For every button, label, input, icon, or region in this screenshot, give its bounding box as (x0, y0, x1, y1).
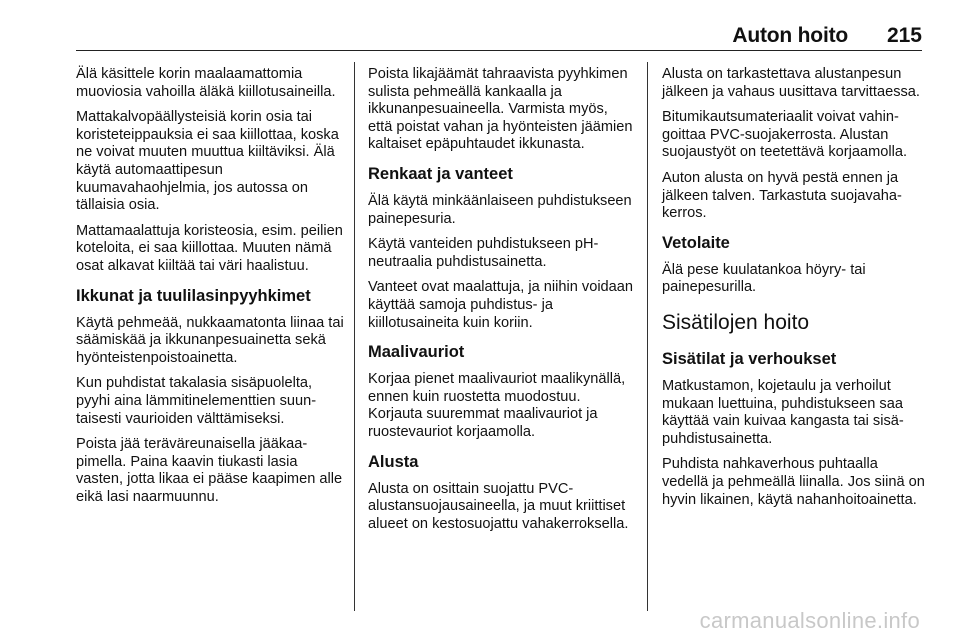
paragraph: Älä käsittele korin maalaamattomia muoviosia vahoilla äläkä kiillotusaineilla. (76, 66, 336, 100)
heading-wheels: Renkaat ja vanteet (368, 164, 513, 183)
paragraph: Kun puhdistat takalasia sisäpuolelta, pyyhi aina lämmitinelementtien suuntaisesti vaurioiden välttämiseksi. (76, 375, 317, 427)
paragraph: Matkustamon, kojetaulu ja verhoilut mukaan luettuina, puhdistukseen saa käyttää vain kuivaa kangasta tai sisäpuhdistusainetta. (662, 377, 904, 447)
page-number: 215 (886, 24, 922, 47)
paragraph: Puhdista nahkaverhous puhtaalla vedellä ja pehmeällä liinalla. Jos siinä on hyvin likainen, käytä nahanhoitoainetta. (662, 456, 925, 508)
paragraph: Mattakalvopäällysteisiä korin osia tai koristeteippauksia ei saa kiillottaa, koska ne voivat muuten muuttua kiiltäviksi. Älä käytä automaattipesun kuumavahaohjelmia, jos autossa on tällaisia osia. (76, 109, 339, 214)
paragraph: Käytä vanteiden puhdistukseen pH-neutraalia puhdistusainetta. (368, 236, 599, 270)
heading-interior-care: Sisätilojen hoito (662, 310, 810, 334)
heading-drivetrain: Vetolaite (662, 233, 730, 252)
column-1 (76, 66, 346, 514)
paragraph: Bitumikautsumateriaalit voivat vahingoittaa PVC-suojakerrosta. Alustan suojaustyöt on teetettävä korjaamolla. (662, 109, 907, 161)
paragraph: Käytä pehmeää, nukkaamatonta liinaa tai säämiskää ja ikkunanpesuainetta sekä hyönteistenpoistoainetta. (76, 314, 344, 366)
heading-underbody: Alusta (368, 452, 419, 471)
paragraph: Poista likajäämät tahraavista pyyhkimen sulista pehmeällä kankaalla ja ikkunanpesuaineella. Varmista myös, että poistat vahan ja hyönteisten jäämien kaltaiset epäpuhtaudet ikkunasta. (368, 66, 633, 153)
paragraph: Älä pese kuulatankoa höyry- tai painepesurilla. (662, 261, 866, 296)
paragraph: Älä käytä minkäänlaiseen puhdistukseen painepesuria. (368, 192, 632, 227)
column-2 (368, 66, 634, 541)
heading-paint-damage: Maalivauriot (368, 343, 465, 362)
paragraph: Alusta on osittain suojattu PVC-alustansuojausaineella, ja muut kriittiset alueet on kestosuojattu vahakerroksella. (368, 480, 629, 532)
column-divider (647, 62, 648, 611)
column-divider (354, 62, 355, 611)
column-3 (662, 66, 928, 517)
paragraph: Poista jää teräväreunaisella jääkaapimella. Paina kaavin tiukasti lasia vasten, jotta likaa ei pääse kaapimen alle eikä lasi naarmuunnu. (76, 436, 343, 505)
heading-upholstery: Sisätilat ja verhoukset (662, 349, 837, 368)
heading-windows: Ikkunat ja tuulilasinpyyhkimet (76, 286, 311, 305)
watermark: carmanualsonline.info (699, 608, 920, 633)
section-title: Auton hoito (732, 24, 848, 47)
paragraph: Auton alusta on hyvä pestä ennen ja jälkeen talven. Tarkastuta suojavahakerros. (662, 169, 902, 222)
paragraph: Alusta on tarkastettava alustanpesun jälkeen ja vahaus uusittava tarvittaessa. (662, 66, 920, 100)
paragraph: Vanteet ovat maalattuja, ja niihin voidaan käyttää samoja puhdistus- ja kiillotusaineita kuin koriin. (368, 279, 634, 331)
page-header (76, 24, 922, 51)
paragraph: Korjaa pienet maalivauriot maalikynällä, ennen kuin ruostetta muodostuu. Korjauta suuremmat maalivauriot ja ruostevauriot korjaamolla. (368, 371, 626, 440)
paragraph: Mattamaalattuja koristeosia, esim. peilien koteloita, ei saa kiillottaa. Muuten nämä osat alkavat kiiltää tai väri haalistuu. (76, 222, 343, 274)
